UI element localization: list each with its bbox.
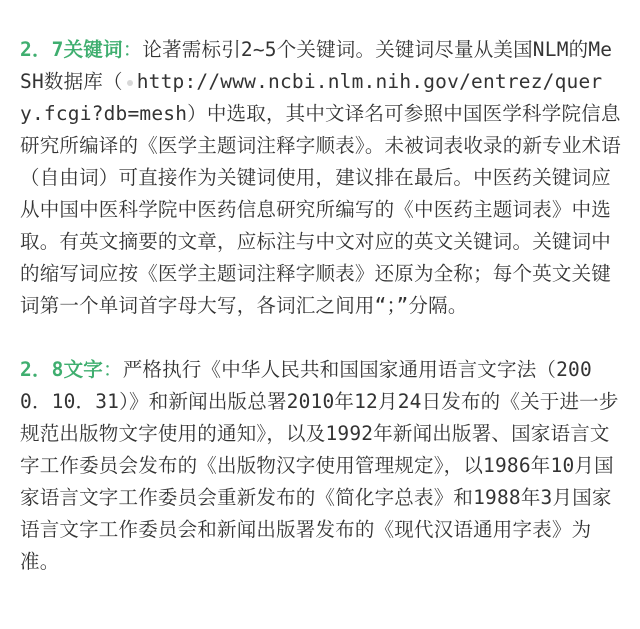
section-text: 论著需标引2~5个关键词。关键词尽量从美国NLM的MeSH数据库（ [20,38,613,93]
section-heading-keywords: 2．7关键词 [20,38,123,61]
section-text-rules [20,354,622,578]
section-text-link: http://www.ncbi.nlm.nih.gov/entrez/query.fcgi?db=mesh）中选取，其中文译名可参照中国医学科学院信息研究所编译的《医学主题词注释字顺表》。未被词表收录的新专业术语（自由词）可直接作为关键词使用，建议排在最后。中医药关键词应从中国中医科学院中医药信息研究所编写的《中医药主题词表》中选取。有英文摘要的文章，应标注与中文对应的英文关键词。关键词中的缩写词应按《医学主题词注释字顺表》还原为全称；每个英文关键词第一个单词首字母大写，各词汇之间用“；”分隔。 [20,70,621,317]
heading-colon: ： [122,38,143,61]
link-icon [127,80,133,86]
document-body [20,34,622,578]
heading-colon: ： [102,358,123,381]
section-heading-text: 2．8文字 [20,358,103,381]
section-text: 严格执行《中华人民共和国国家通用语言文字法（2000．10．31）》和新闻出版总署2010年12月24日发布的《关于进一步规范出版物文字使用的通知》，以及1992年新闻出版署、国家语言文字工作委员会发布的《出版物汉字使用管理规定》，以1986年10月国家语言文字工作委员会重新发布的《简化字总表》和1988年3月国家语言文字工作委员会和新闻出版署发布的《现代汉语通用字表》为准。 [20,358,619,573]
section-keywords [20,34,622,322]
